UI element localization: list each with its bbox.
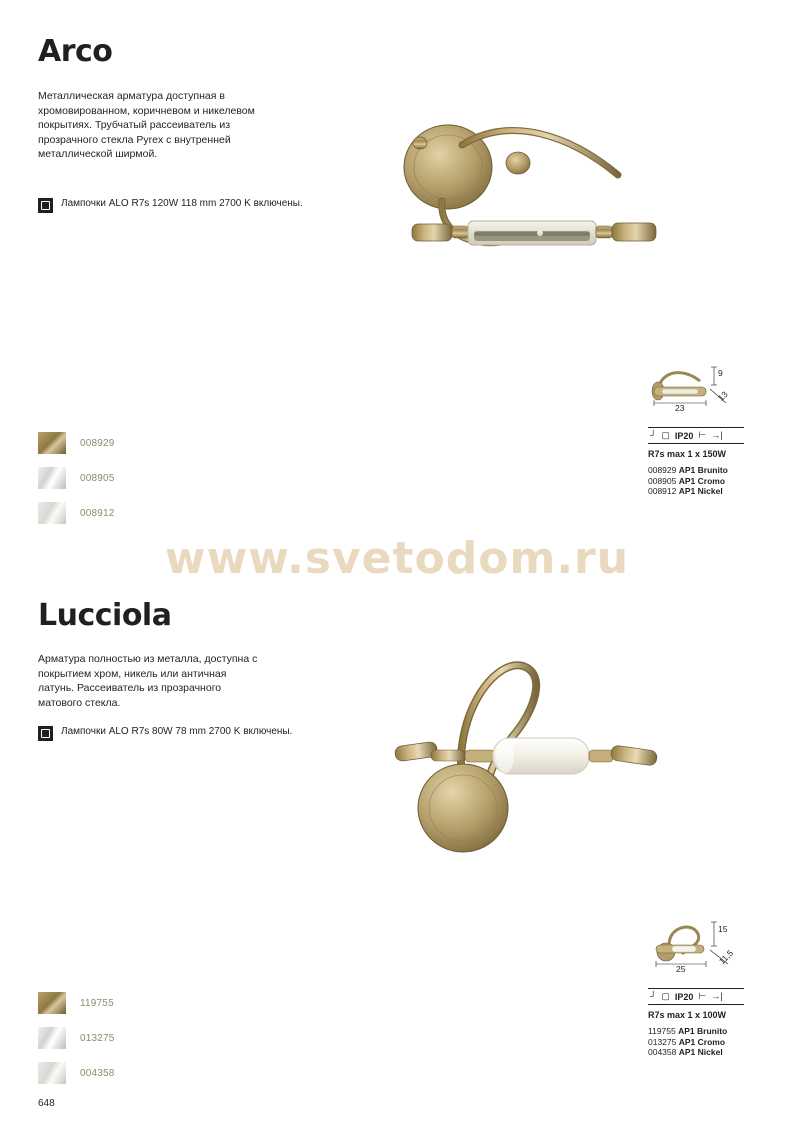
product-photo-arco: [390, 105, 690, 295]
wall-mount-icon: ┘: [650, 430, 657, 440]
dimension-depth: 11,5: [716, 947, 736, 967]
code-ref: AP1 Nickel: [678, 1047, 723, 1057]
ip-rating: IP20: [674, 991, 694, 1002]
swatch-code: 008905: [80, 472, 115, 484]
code-number: 013275: [648, 1036, 677, 1047]
dimension-depth: 13: [715, 389, 730, 403]
swatch-row[interactable]: [38, 1058, 115, 1088]
swatch-code: 119755: [80, 997, 114, 1009]
tech-block-arco: [648, 355, 758, 496]
ip-rating: IP20: [674, 430, 694, 441]
dimension-drawing-svg: [648, 355, 758, 415]
code-ref: AP1 Cromo: [678, 475, 726, 486]
dimension-height: 15: [718, 924, 728, 934]
swatch-row[interactable]: [38, 428, 115, 458]
swatch-brunito-icon: [38, 992, 66, 1014]
code-row: [648, 476, 728, 487]
code-number: 008929: [648, 465, 677, 475]
swatch-nickel-icon: [38, 1062, 66, 1084]
code-number: 119755: [648, 1026, 676, 1036]
class-ii-icon: ▢: [661, 430, 670, 440]
code-ref: AP1 Brunito: [678, 1026, 728, 1036]
code-row: [648, 486, 728, 497]
lamp-info: [38, 725, 292, 741]
swatch-row[interactable]: [38, 463, 115, 493]
dimension-height: 9: [718, 368, 723, 378]
dimension-width: 23: [675, 403, 685, 413]
swatch-code: 004358: [80, 1067, 115, 1079]
finish-swatch-list-lucciola: [38, 988, 115, 1093]
bulb-icon: [38, 726, 53, 741]
arrow-icon: →|: [711, 991, 723, 1001]
code-ref: AP1 Cromo: [678, 1036, 726, 1047]
dimension-drawing: [648, 355, 758, 415]
finish-swatch-list-arco: [38, 428, 115, 533]
code-ref: AP1 Nickel: [678, 486, 723, 496]
code-row: [648, 1037, 727, 1048]
product-code-list: [648, 465, 728, 497]
product-photo-lucciola: [385, 640, 685, 870]
code-row: [648, 1026, 727, 1037]
swatch-row[interactable]: [38, 988, 115, 1018]
class-ii-icon: ▢: [661, 991, 670, 1001]
swatch-brunito-icon: [38, 432, 66, 454]
code-number: 008905: [648, 475, 677, 486]
swatch-code: 013275: [80, 1032, 115, 1044]
product-description: Арматура полностью из металла, доступна с покрытием хром, никель или античная латунь. Рассеиватель из прозрачного матового стекла.: [38, 653, 258, 709]
code-row: [648, 1047, 727, 1058]
swatch-cromo-icon: [38, 1027, 66, 1049]
swatch-code: 008912: [80, 507, 115, 519]
arrow-icon: →|: [711, 430, 723, 440]
bulb-small-icon: ⊢: [698, 430, 707, 440]
product-title: Arco: [38, 34, 113, 69]
spec-icon-row: [648, 427, 744, 444]
code-number: 004358: [648, 1047, 677, 1057]
product-title: Lucciola: [38, 598, 172, 633]
lamp-info-text: Лампочки ALO R7s 80W 78 mm 2700 K включены.: [61, 726, 293, 737]
product-photo-svg: [390, 105, 690, 295]
code-ref: AP1 Brunito: [678, 465, 728, 475]
swatch-cromo-icon: [38, 467, 66, 489]
code-number: 008912: [648, 486, 677, 496]
product-photo-svg: [385, 640, 685, 870]
spec-icon-row: [648, 988, 744, 1005]
product-description: Металлическая арматура доступная в хромовированном, коричневом и никелевом покрытиях. Трубчатый рассеиватель из прозрачного стекла Pyrex с внутренней металлической ширмой.: [38, 90, 255, 160]
watermark: www.svetodom.ru: [164, 533, 630, 584]
swatch-code: 008929: [80, 437, 115, 449]
swatch-row[interactable]: [38, 1023, 115, 1053]
bulb-small-icon: ⊢: [698, 991, 707, 1001]
dimension-drawing: [648, 912, 758, 974]
lamp-info-text: Лампочки ALO R7s 120W 118 mm 2700 K включены.: [61, 198, 303, 209]
swatch-row[interactable]: [38, 498, 115, 528]
page-number: 648: [38, 1098, 55, 1109]
code-row: [648, 465, 728, 476]
dimension-drawing-svg: [648, 912, 758, 974]
wall-mount-icon: ┘: [650, 991, 657, 1001]
bulb-icon: [38, 198, 53, 213]
wattage-label: R7s max 1 x 150W: [648, 449, 727, 459]
dimension-width: 25: [676, 964, 686, 974]
product-code-list: [648, 1026, 727, 1058]
tech-block-lucciola: [648, 912, 758, 1057]
wattage-label: R7s max 1 x 100W: [648, 1010, 727, 1020]
swatch-nickel-icon: [38, 502, 66, 524]
lamp-info: [38, 197, 303, 213]
